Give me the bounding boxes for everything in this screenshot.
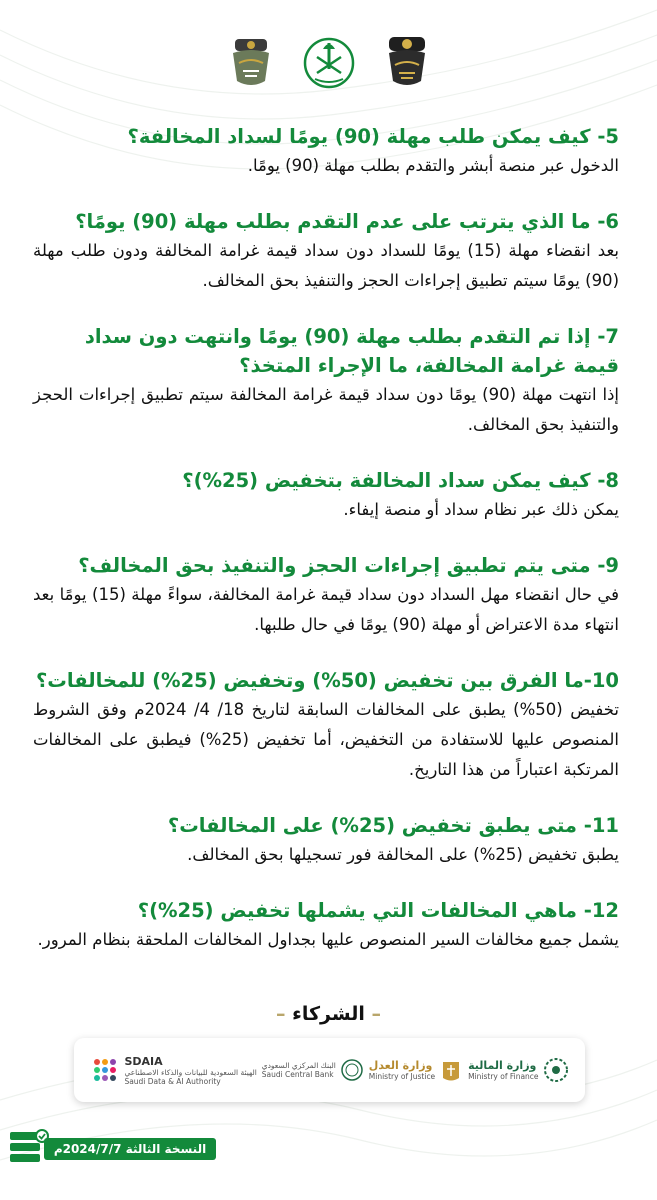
moj-emblem-icon bbox=[439, 1056, 463, 1084]
faq-question: 6- ما الذي يترتب على عدم التقدم بطلب مهلة (90) يومًا؟ bbox=[75, 210, 619, 233]
faq-question: 12- ماهي المخالفات التي يشملها تخفيض (25%)؟ bbox=[137, 899, 619, 922]
faq-item bbox=[33, 666, 619, 785]
traffic-police-emblem-icon bbox=[225, 33, 277, 93]
sdaia-mark-icon bbox=[90, 1055, 120, 1085]
faq-item bbox=[33, 122, 619, 181]
faq-answer: الدخول عبر منصة أبشر والتقدم بطلب مهلة (90) يومًا. bbox=[247, 156, 619, 175]
partners-title: الشركاء bbox=[292, 1003, 365, 1025]
moj-english: Ministry of Justice bbox=[368, 1072, 436, 1081]
faq-question: 8- كيف يمكن سداد المخالفة بتخفيض (25%)؟ bbox=[182, 469, 619, 492]
scb-arabic: البنك المركزي السعودي bbox=[261, 1061, 336, 1070]
heading-dash-icon: – bbox=[364, 1003, 381, 1025]
faq-answer: بعد انقضاء مهلة (15) يومًا للسداد دون سداد قيمة غرامة المخالفة ودون طلب مهلة (90) يومًا سيتم تطبيق إجراءات الحجز والتنفيذ بحق المخالف. bbox=[33, 241, 619, 290]
faq-list bbox=[33, 122, 619, 981]
faq-question: 9- متى يتم تطبيق إجراءات الحجز والتنفيذ بحق المخالف؟ bbox=[78, 554, 619, 577]
faq-question: 7- إذا تم التقدم بطلب مهلة (90) يومًا وانتهت دون سداد قيمة غرامة المخالفة، ما الإجراء المتخذ؟ bbox=[84, 325, 619, 377]
faq-item bbox=[33, 551, 619, 640]
sdaia-logo bbox=[90, 1055, 256, 1086]
saudi-central-bank-logo bbox=[262, 1058, 364, 1082]
header-emblems bbox=[0, 28, 657, 98]
faq-item bbox=[33, 207, 619, 296]
mof-english: Ministry of Finance bbox=[468, 1072, 539, 1081]
public-security-emblem-icon bbox=[381, 33, 433, 93]
faq-question: 10-ما الفرق بين تخفيض (50%) وتخفيض (25%) للمخالفات؟ bbox=[36, 669, 619, 692]
scb-seal-icon bbox=[340, 1058, 364, 1082]
faq-answer: في حال انقضاء مهل السداد دون سداد قيمة غرامة المخالفة، سواءً مهلة (15) يومًا بعد انتهاء مدة الاعتراض أو مهلة (90) يومًا في حال طلبها. bbox=[33, 585, 620, 634]
faq-answer: يمكن ذلك عبر نظام سداد أو منصة إيفاء. bbox=[343, 500, 619, 519]
faq-item bbox=[33, 811, 619, 870]
sdaia-name: SDAIA bbox=[124, 1054, 163, 1068]
ministry-of-justice-logo bbox=[369, 1056, 463, 1084]
sdaia-arabic: الهيئة السعودية للبيانات والذكاء الاصطناعي bbox=[124, 1067, 257, 1077]
heading-dash-icon: – bbox=[276, 1003, 293, 1025]
partners-heading bbox=[0, 1003, 657, 1025]
sdaia-subtitle: Saudi Data & AI Authority bbox=[124, 1076, 221, 1086]
faq-answer: تخفيض (50%) يطبق على المخالفات السابقة لتاريخ 18/ 4/ 2024م وفق الشروط المنصوص عليها للاستفادة من التخفيض، أما تخفيض (25%) فيطبق على المخالفات المرتكبة اعتباراً من هذا التاريخ. bbox=[33, 700, 619, 779]
faq-item bbox=[33, 896, 619, 955]
faq-answer: يطبق تخفيض (25%) على المخالفة فور تسجيلها بحق المخالف. bbox=[187, 845, 619, 864]
faq-question: 11- متى يطبق تخفيض (25%) على المخالفات؟ bbox=[167, 814, 619, 837]
faq-answer: يشمل جميع مخالفات السير المنصوص عليها بجداول المخالفات الملحقة بنظام المرور. bbox=[37, 930, 619, 949]
scb-english: Saudi Central Bank bbox=[261, 1070, 334, 1079]
faq-question: 5- كيف يمكن طلب مهلة (90) يومًا لسداد المخالفة؟ bbox=[127, 125, 619, 148]
ministry-of-finance-logo bbox=[468, 1057, 568, 1083]
version-label: النسخة الثالثة 2024/7/7م bbox=[44, 1138, 216, 1160]
faq-item bbox=[33, 322, 619, 440]
footer-version bbox=[8, 1128, 216, 1168]
ministry-of-interior-emblem-icon bbox=[303, 33, 355, 93]
mof-arabic: وزارة المالية bbox=[468, 1059, 537, 1072]
partners-logos bbox=[74, 1038, 585, 1102]
mof-emblem-icon bbox=[543, 1057, 569, 1083]
faq-answer: إذا انتهت مهلة (90) يومًا دون سداد قيمة غرامة المخالفة سيتم تطبيق إجراءات الحجز والتنفيذ بحق المخالف. bbox=[33, 385, 619, 434]
moj-arabic: وزارة العدل bbox=[368, 1059, 433, 1072]
faq-item bbox=[33, 466, 619, 525]
